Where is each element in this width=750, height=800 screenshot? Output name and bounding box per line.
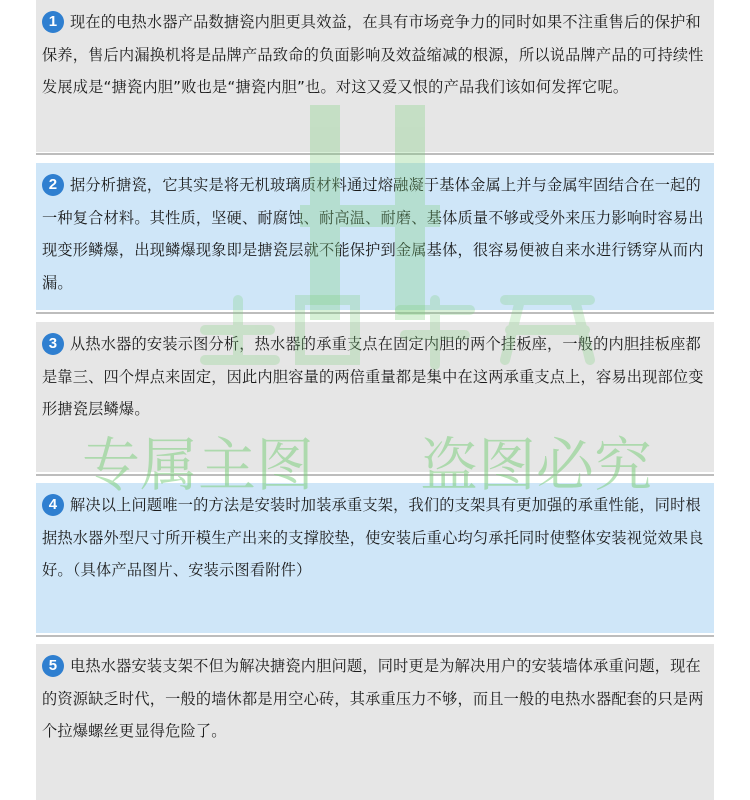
watermark-line2: 盗图必究: [420, 431, 653, 499]
section-3-number-badge: 3: [42, 333, 64, 355]
divider: [36, 312, 714, 316]
section-2-text: 据分析搪瓷，它其实是将无机玻璃质材料通过熔融凝于基体金属上并与金属牢固结合在一起的一种复合材料。其性质，坚硬、耐腐蚀、耐高温、耐磨、基体质量不够或受外来压力影响时容易出现变形鳞爆，出现鳞爆现象即是搪瓷层就不能保护到金属基体，很容易便被自来水进行锈穿从而内漏。: [42, 176, 704, 292]
section-1: [36, 0, 714, 152]
section-2: [36, 163, 714, 310]
section-3: [36, 322, 714, 472]
section-4-number-badge: 4: [42, 494, 64, 516]
section-3-text: 从热水器的安装示图分析，热水器的承重支点在固定内胆的两个挂板座，一般的内胆挂板座都是靠三、四个焊点来固定，因此内胆容量的两倍重量都是集中在这两承重支点上，容易出现部位变形搪瓷层鳞爆。: [42, 335, 704, 418]
section-4-text: 解决以上问题唯一的方法是安装时加装承重支架，我们的支架具有更加强的承重性能，同时根据热水器外型尺寸所开模生产出来的支撑胶垫，使安装后重心均匀承托同时使整体安装视觉效果良好。（具体产品图片、安装示图看附件）: [42, 496, 704, 579]
section-1-text: 现在的电热水器产品数搪瓷内胆更具效益，在具有市场竞争力的同时如果不注重售后的保护和保养，售后内漏换机将是品牌产品致命的负面影响及效益缩减的根源，所以说品牌产品的可持续性发展成是“搪瓷内胆”败也是“搪瓷内胆”也。对这又爱又恨的产品我们该如何发挥它呢。: [42, 13, 704, 96]
section-5-number-badge: 5: [42, 655, 64, 677]
divider: [36, 153, 714, 157]
section-5-text: 电热水器安装支架不但为解决搪瓷内胆问题，同时更是为解决用户的安装墙体承重问题，现在的资源缺乏时代，一般的墙休都是用空心砖，其承重压力不够，而且一般的电热水器配套的只是两个拉爆螺丝更显得危险了。: [42, 657, 704, 740]
divider: [36, 474, 714, 478]
section-2-number-badge: 2: [42, 174, 64, 196]
section-4: [36, 483, 714, 633]
watermark-line1: 专属主图: [82, 431, 315, 499]
section-1-number-badge: 1: [42, 11, 64, 33]
divider: [36, 635, 714, 639]
section-5: [36, 644, 714, 800]
